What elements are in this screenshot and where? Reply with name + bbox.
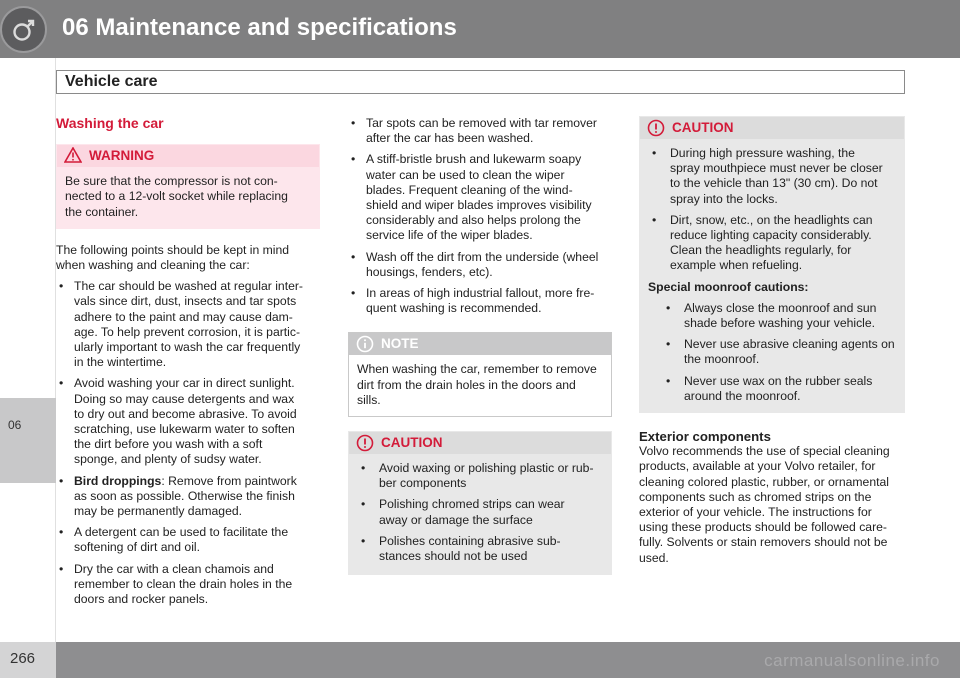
bullet-line: • Wash off the dirt from the underside (wheel	[366, 249, 599, 264]
bird-droppings-term: Bird droppings	[74, 473, 162, 488]
note-box	[348, 332, 612, 417]
note-line: dirt from the drain holes in the doors and	[357, 377, 576, 392]
exterior-paragraph	[639, 444, 905, 566]
note-body	[349, 355, 611, 416]
list-item	[648, 213, 896, 274]
bullet-line: to the vehicle than 13" (30 cm). Do not	[670, 176, 878, 191]
bullet-line: the dirt before you wash with a soft	[74, 437, 263, 452]
bullet-line: in the wintertime.	[74, 355, 167, 370]
intro-line: The following points should be kept in mind	[56, 242, 290, 257]
caution-body	[349, 454, 611, 574]
caution-label: CAUTION	[672, 120, 734, 135]
paragraph-line: products, available at your Volvo retailer, for	[639, 459, 876, 474]
caution-box	[639, 116, 905, 413]
bullet-line: • Avoid waxing or polishing plastic or rub-	[379, 461, 594, 476]
list-item	[56, 279, 320, 370]
bullet-line: Doing so may cause detergents and wax	[74, 391, 295, 406]
bullet-line: • Never use abrasive cleaning agents on	[684, 337, 895, 352]
list-item	[662, 337, 896, 367]
exterior-heading: Exterior components	[639, 429, 771, 445]
column-3	[639, 116, 905, 566]
bullet-line: spray mouthpiece must never be closer	[670, 161, 883, 176]
bullet-line: • Always close the moonroof and sun	[684, 300, 877, 315]
bullet-line: remember to clean the drain holes in the	[74, 576, 293, 591]
warning-line: Be sure that the compressor is not con-	[65, 174, 278, 189]
bullet-line: after the car has been washed.	[366, 131, 534, 146]
bullet-line: considerably and also helps prolong the	[366, 213, 581, 228]
paragraph-line: fully. Solvents or stain removers should not be	[639, 535, 888, 550]
bullet-line: softening of dirt and oil.	[74, 540, 201, 555]
bullet-line: shield and wiper blades improves visibility	[366, 198, 592, 213]
warning-body	[57, 167, 319, 228]
bullet-line: adhere to the paint and may cause dam-	[74, 309, 293, 324]
bullet-line: • During high pressure washing, the	[670, 146, 855, 160]
list-item	[648, 146, 896, 207]
list-item	[357, 534, 603, 564]
caution-label: CAUTION	[381, 435, 443, 451]
bullet-line: vals since dirt, dust, insects and tar spots	[74, 294, 297, 309]
bullet-line: • Dry the car with a clean chamois and	[74, 561, 274, 576]
bullet-line: • Polishes containing abrasive sub-	[379, 533, 561, 548]
washing-heading: Washing the car	[56, 115, 164, 131]
warning-box	[56, 144, 320, 229]
note-line: sills.	[357, 392, 381, 407]
list-item	[357, 497, 603, 527]
note-header	[349, 333, 611, 355]
bird-droppings-text: : Remove from paintwork	[161, 473, 297, 488]
bullet-line: • Never use wax on the rubber seals	[684, 373, 873, 388]
bullet-line: may be permanently damaged.	[74, 504, 243, 519]
bullet-line: • Avoid washing your car in direct sunlight.	[74, 376, 295, 391]
bullet-line: as soon as possible. Otherwise the finish	[74, 488, 295, 503]
bullet-line: • Polishing chromed strips can wear	[379, 497, 565, 512]
bullet-line: ularly important to wash the car frequently	[74, 340, 301, 355]
note-label: NOTE	[381, 336, 419, 352]
bullet-line: blades. Frequent cleaning of the wind-	[366, 182, 573, 197]
bullet-line: service life of the wiper blades.	[366, 228, 533, 243]
bullet-line	[74, 474, 320, 489]
bullet-line: housings, fenders, etc).	[366, 264, 493, 279]
bullet-line: the moonroof.	[684, 352, 760, 367]
caution-icon	[647, 119, 665, 141]
bullet-line: • Dirt, snow, etc., on the headlights can	[670, 212, 873, 227]
bullet-line: • Tar spots can be removed with tar remover	[366, 116, 597, 130]
bullet-line: Clean the headlights regularly, for	[670, 243, 852, 258]
bullet-line: to dry out and become abrasive. To avoid	[74, 406, 297, 421]
bullet-line: away or damage the surface	[379, 512, 533, 527]
list-item	[348, 250, 612, 280]
bullet-line: sponge, and plenty of sudsy water.	[74, 452, 262, 467]
list-item	[662, 301, 896, 331]
bullet-line: • In areas of high industrial fallout, more fre-	[366, 286, 595, 301]
list-item	[348, 286, 612, 316]
info-icon	[356, 335, 374, 357]
intro-line: when washing and cleaning the car:	[56, 258, 250, 273]
bullet-line: shade before washing your vehicle.	[684, 316, 876, 331]
bullet-line: doors and rocker panels.	[74, 592, 209, 607]
moonroof-subheading: Special moonroof cautions:	[648, 279, 809, 294]
bullet-line: reduce lighting capacity considerably.	[670, 228, 872, 243]
column-2	[348, 116, 612, 575]
list-item	[348, 152, 612, 243]
warning-line: nected to a 12-volt socket while replacing	[65, 189, 288, 204]
watermark: carmanualsonline.info	[764, 651, 940, 670]
warning-header	[57, 145, 319, 167]
list-item	[348, 116, 612, 146]
bullet-line: quent washing is recommended.	[366, 301, 542, 316]
caution-body	[640, 139, 904, 412]
bullet-line: • The car should be washed at regular inter-	[74, 279, 303, 294]
bullet-line: ber components	[379, 476, 467, 491]
chapter-title: 06 Maintenance and specifications	[62, 14, 457, 41]
bullet-line: water can be used to clean the wiper	[366, 167, 565, 182]
page-number: 266	[10, 650, 36, 667]
paragraph-line: cleaning colored plastic, rubber, or ornamental	[639, 474, 889, 489]
intro-paragraph	[56, 243, 320, 273]
bullet-line: scratching, use lukewarm water to soften	[74, 422, 295, 437]
caution-bullets	[648, 146, 896, 274]
list-item	[56, 562, 320, 608]
bullet-line: around the moonroof.	[684, 388, 801, 403]
bullet-line: age. To help prevent corrosion, it is partic-	[74, 324, 301, 339]
list-item	[662, 374, 896, 404]
list-item	[56, 376, 320, 467]
paragraph-line: components such as chromed strips on the	[639, 489, 872, 504]
bullet-line: • A stiff-bristle brush and lukewarm soapy	[366, 152, 582, 167]
paragraph-line: Volvo recommends the use of special cleaning	[639, 444, 890, 459]
warning-triangle-icon	[64, 147, 82, 167]
cleaning-bullets	[348, 116, 612, 316]
note-line: When washing the car, remember to remove	[357, 362, 597, 377]
caution-header	[640, 117, 904, 139]
chapter-tab	[0, 398, 56, 483]
paragraph-line: used.	[639, 550, 669, 565]
list-item	[56, 474, 320, 520]
volvo-logo-icon	[0, 6, 47, 53]
bullet-line: • A detergent can be used to facilitate the	[74, 525, 289, 540]
chapter-tab-label: 06	[8, 418, 22, 432]
moonroof-bullets	[662, 301, 896, 404]
caution-header	[349, 432, 611, 454]
washing-bullets	[56, 279, 320, 607]
bullet-line: stances should not be used	[379, 549, 528, 564]
caution-bullets	[357, 461, 603, 564]
section-title: Vehicle care	[65, 73, 158, 90]
caution-box	[348, 431, 612, 575]
bullet-line: example when refueling.	[670, 258, 803, 273]
list-item	[357, 461, 603, 491]
warning-label: WARNING	[89, 148, 155, 164]
bullet-line: spray into the locks.	[670, 191, 778, 206]
paragraph-line: exterior of your vehicle. The instructions for	[639, 505, 872, 520]
caution-icon	[356, 434, 374, 456]
warning-line: the container.	[65, 204, 139, 219]
column-1	[56, 110, 320, 613]
paragraph-line: using these products should be followed care-	[639, 520, 887, 535]
section-bar	[56, 70, 905, 94]
list-item	[56, 525, 320, 555]
